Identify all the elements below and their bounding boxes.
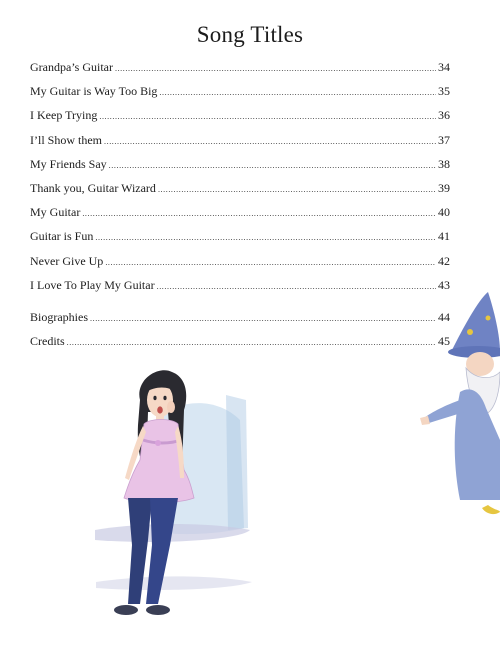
- toc-entry-title: I Love To Play My Guitar: [30, 277, 155, 292]
- toc-entry-title: Never Give Up: [30, 253, 104, 268]
- toc-entry-page: 39: [438, 180, 450, 195]
- toc-entry-title: I Keep Trying: [30, 108, 98, 123]
- toc-entry-title: Guitar is Fun: [30, 229, 94, 244]
- toc-entry-title: My Friends Say: [30, 156, 107, 171]
- toc-entry-page: 44: [438, 309, 450, 324]
- toc-entry-title: My Guitar is Way Too Big: [30, 84, 158, 99]
- toc-entry-title: Credits: [30, 334, 65, 349]
- toc-entry-title: Thank you, Guitar Wizard: [30, 180, 156, 195]
- toc-entry-page: 41: [438, 229, 450, 244]
- guitar-wizard-illustration: [420, 292, 500, 514]
- toc-entry-title: I’ll Show them: [30, 132, 102, 147]
- toc-entry-title: Grandpa’s Guitar: [30, 60, 113, 74]
- toc-entry-page: 43: [438, 277, 450, 292]
- page-title: Song Titles: [196, 22, 304, 47]
- toc-entry-title: My Guitar: [30, 205, 81, 220]
- toc-entry-page: 36: [438, 108, 450, 123]
- toc-entry-page: 34: [438, 60, 450, 74]
- toc-entry-page: 35: [438, 84, 450, 99]
- toc-entry-page: 42: [438, 253, 450, 268]
- toc-entry-page: 38: [438, 156, 450, 171]
- toc-entry-page: 37: [438, 132, 450, 147]
- toc-entry-page: 45: [438, 334, 450, 349]
- toc-entry-title: Biographies: [30, 309, 88, 324]
- toc-entry-page: 40: [438, 205, 450, 220]
